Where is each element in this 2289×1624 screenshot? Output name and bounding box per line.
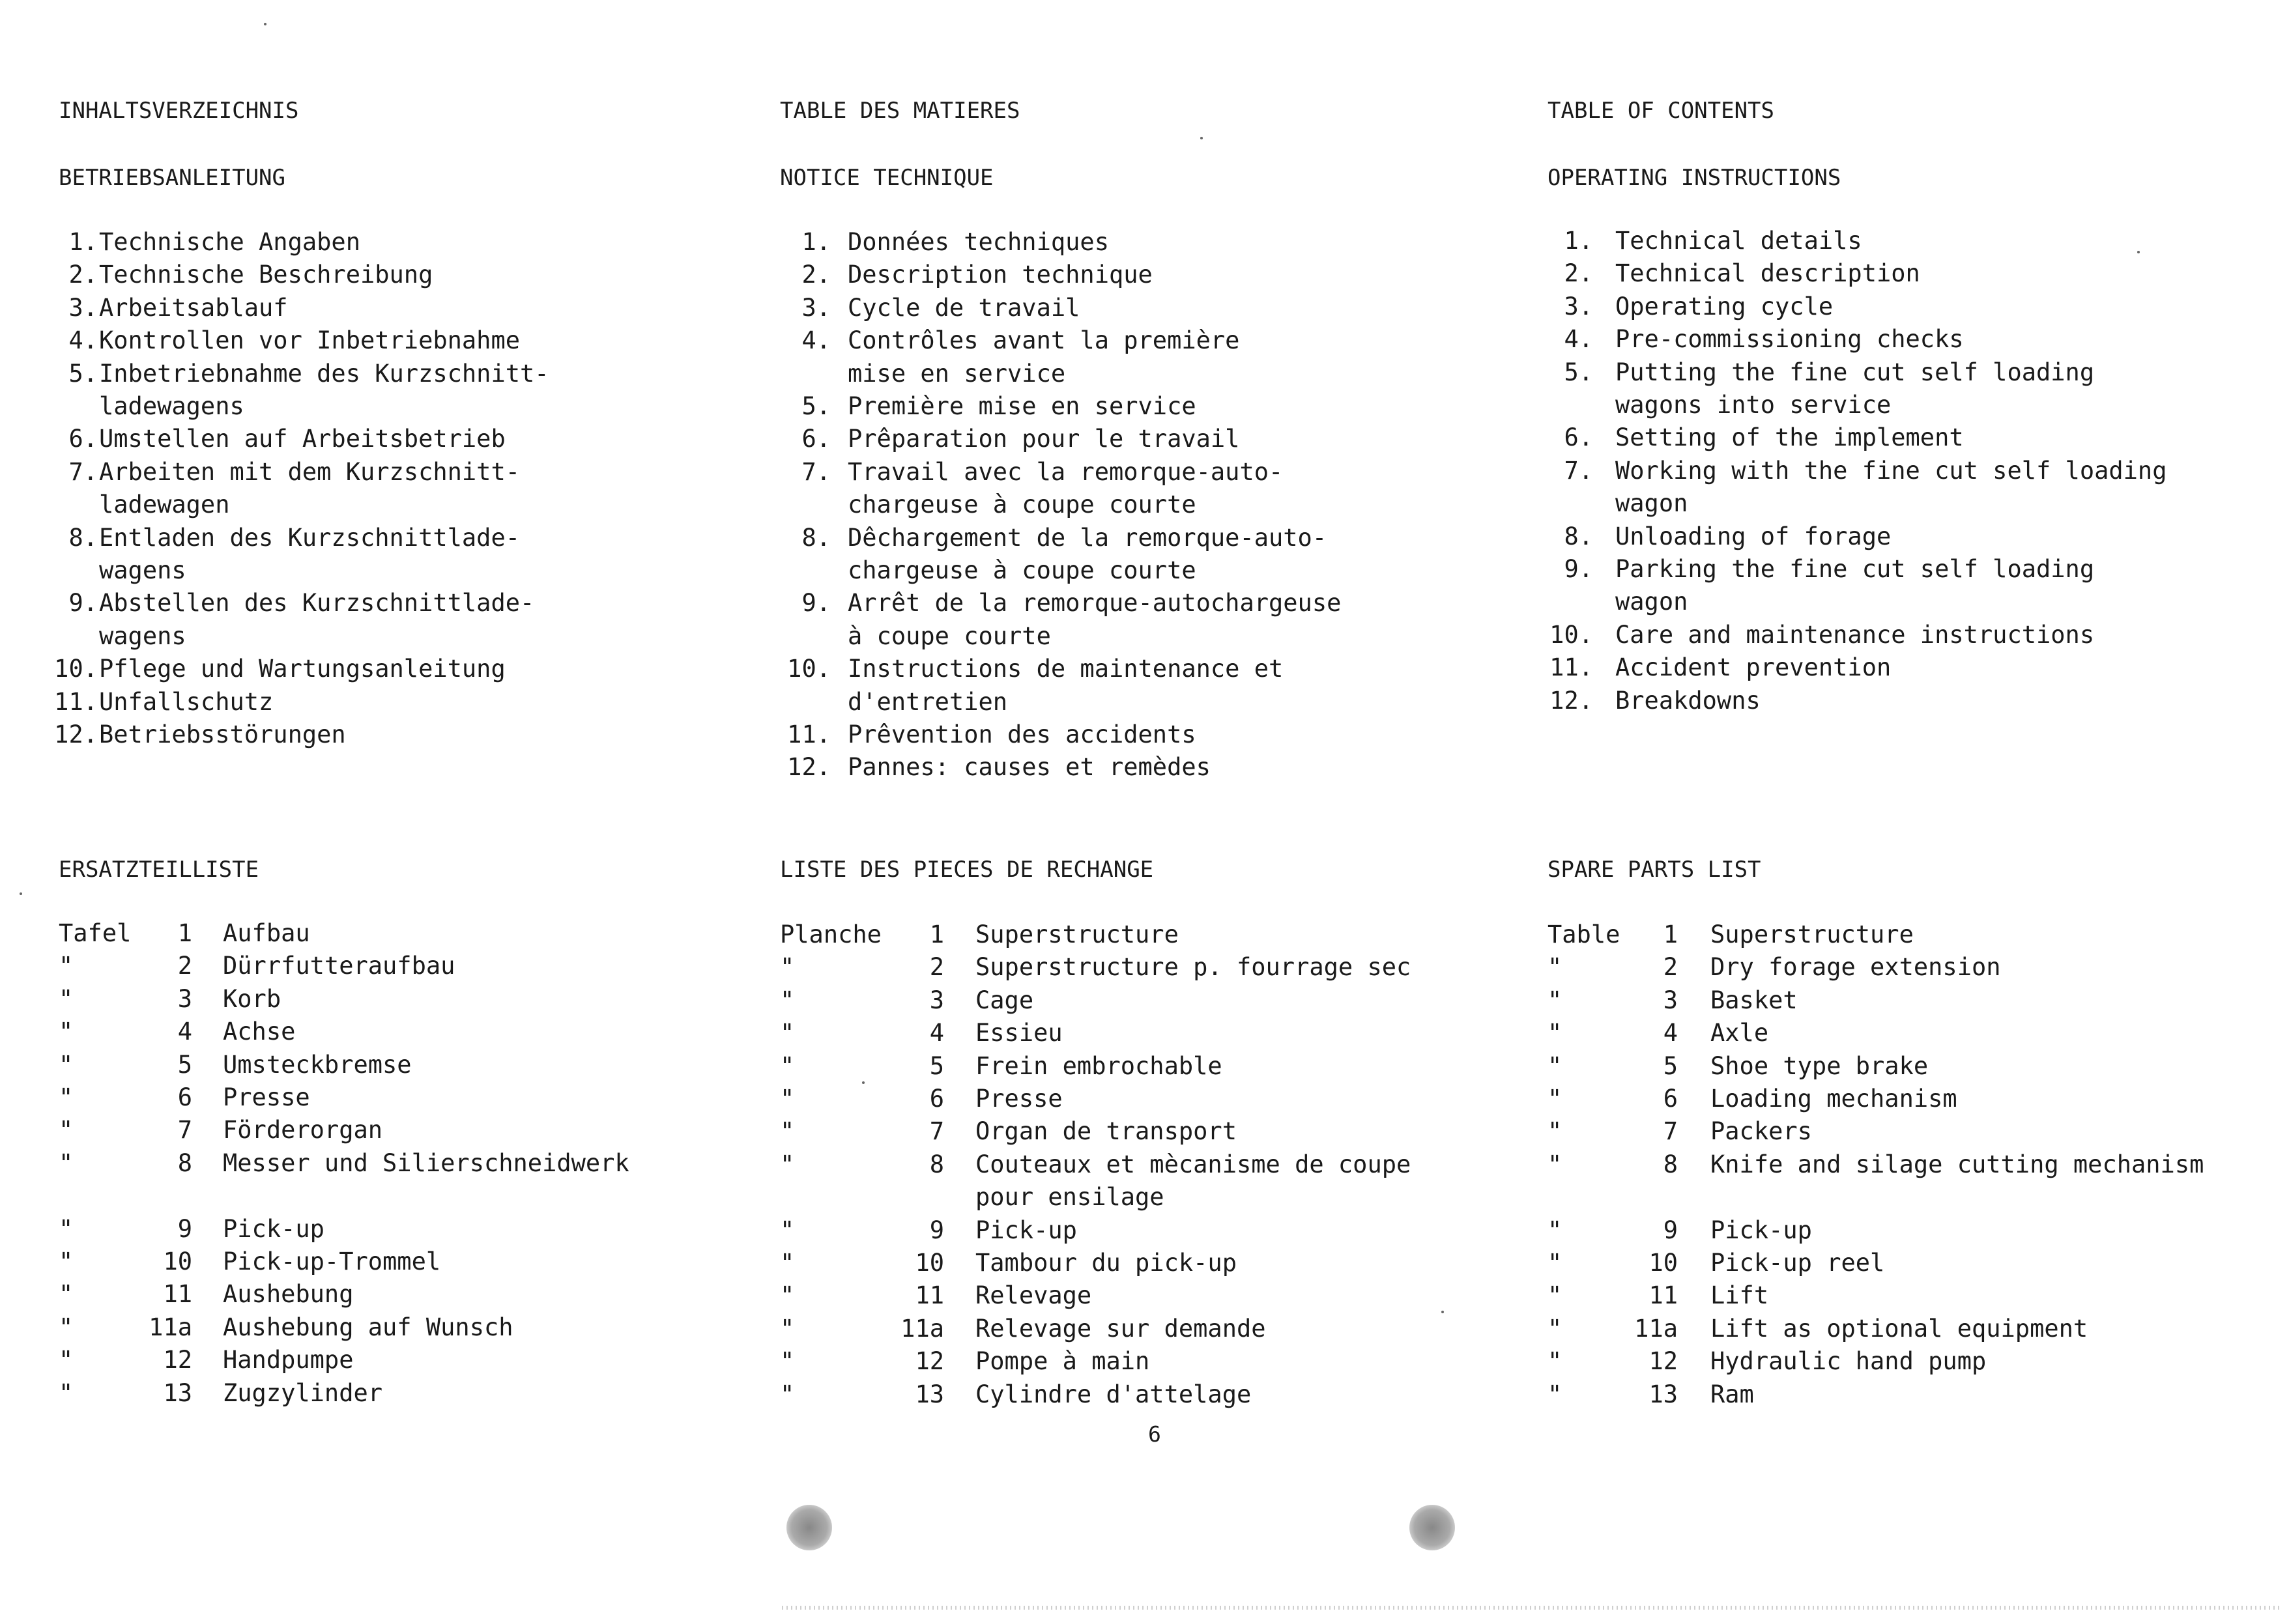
en-parts-label: " xyxy=(1548,953,1562,982)
fr-toc-entry: Instructions de maintenance et xyxy=(848,655,1284,683)
fr-parts-label: " xyxy=(780,1085,795,1113)
de-parts-number: 11a xyxy=(149,1313,192,1341)
scan-speck xyxy=(1441,1311,1444,1313)
en-parts-label: " xyxy=(1548,1051,1562,1080)
fr-parts-label: " xyxy=(780,1314,795,1343)
scan-speck xyxy=(862,1081,865,1084)
en-parts-number: 6 xyxy=(1663,1085,1678,1113)
en-toc-number: 1. xyxy=(1564,227,1593,255)
de-toc-entry: Entladen des Kurzschnittlade- xyxy=(99,523,521,552)
de-toc-entry: Arbeiten mit dem Kurzschnitt- xyxy=(99,457,521,486)
fr-parts-label: " xyxy=(780,1380,795,1408)
de-parts-number: 5 xyxy=(177,1050,192,1079)
fr-toc-entry: Arrêt de la remorque-autochargeuse xyxy=(848,589,1342,618)
de-parts-entry: Aushebung auf Wunsch xyxy=(223,1313,513,1341)
en-toc-entry: Unloading of forage xyxy=(1615,522,1892,550)
fr-toc-number: 10. xyxy=(787,655,831,683)
en-toc-entry: Putting the fine cut self loading xyxy=(1615,358,2095,386)
en-section-instructions: OPERATING INSTRUCTIONS xyxy=(1548,165,1841,191)
de-parts-label: " xyxy=(59,1116,74,1145)
fr-toc-entry: Première mise en service xyxy=(848,392,1196,420)
de-parts-number: 12 xyxy=(163,1346,192,1375)
de-toc-number: 6. xyxy=(68,425,98,453)
de-toc-number: 12. xyxy=(54,720,98,748)
en-parts-label: " xyxy=(1548,1150,1562,1178)
en-parts-number: 7 xyxy=(1663,1117,1678,1146)
fr-parts-label: " xyxy=(780,1281,795,1310)
de-parts-entry: Aufbau xyxy=(223,919,310,947)
en-parts-label: " xyxy=(1548,986,1562,1014)
en-toc-entry: wagon xyxy=(1615,588,1688,616)
de-toc-entry: Unfallschutz xyxy=(99,687,274,716)
en-toc-number: 10. xyxy=(1549,620,1593,649)
de-parts-label: " xyxy=(59,952,74,980)
fr-parts-number: 10 xyxy=(915,1249,944,1277)
en-parts-entry: Axle xyxy=(1710,1019,1769,1047)
de-toc-entry: wagens xyxy=(99,621,186,650)
fr-toc-number: 8. xyxy=(801,523,831,552)
en-parts-label: " xyxy=(1548,1216,1562,1244)
de-title: INHALTSVERZEICHNIS xyxy=(59,98,299,124)
fr-parts-number: 13 xyxy=(915,1380,944,1408)
en-parts-label: " xyxy=(1548,1347,1562,1376)
fr-title: TABLE DES MATIERES xyxy=(780,98,1020,124)
fr-toc-number: 4. xyxy=(801,326,831,355)
en-title: TABLE OF CONTENTS xyxy=(1548,98,1774,124)
fr-parts-entry: Frein embrochable xyxy=(975,1051,1222,1080)
fr-parts-number: 5 xyxy=(929,1051,944,1080)
fr-parts-entry: Cage xyxy=(975,986,1034,1014)
de-toc-number: 5. xyxy=(68,359,98,388)
de-parts-entry: Aushebung xyxy=(223,1280,354,1309)
en-toc-entry: wagon xyxy=(1615,489,1688,518)
en-parts-number: 12 xyxy=(1648,1347,1678,1376)
de-parts-entry: Pick-up xyxy=(223,1214,324,1243)
en-toc-number: 5. xyxy=(1564,358,1593,386)
scan-speck xyxy=(20,892,22,895)
fr-parts-number: 6 xyxy=(929,1085,944,1113)
fr-parts-number: 9 xyxy=(929,1216,944,1244)
en-parts-number: 5 xyxy=(1663,1051,1678,1080)
fr-parts-label: " xyxy=(780,1216,795,1244)
de-toc-entry: Umstellen auf Arbeitsbetrieb xyxy=(99,425,506,453)
fr-parts-number: 11 xyxy=(915,1281,944,1310)
scan-speck xyxy=(264,23,266,25)
fr-parts-entry: Essieu xyxy=(975,1019,1063,1047)
de-parts-entry: Presse xyxy=(223,1083,310,1111)
en-parts-number: 10 xyxy=(1648,1249,1678,1277)
fr-parts-number: 2 xyxy=(929,953,944,982)
fr-section-parts: LISTE DES PIECES DE RECHANGE xyxy=(780,857,1154,883)
fr-parts-number: 7 xyxy=(929,1117,944,1146)
de-parts-entry: Handpumpe xyxy=(223,1346,354,1375)
de-toc-entry: Pflege und Wartungsanleitung xyxy=(99,655,506,683)
fr-toc-entry: chargeuse à coupe courte xyxy=(848,491,1196,519)
fr-parts-entry: Pick-up xyxy=(975,1216,1077,1244)
fr-parts-entry: pour ensilage xyxy=(975,1183,1164,1212)
en-parts-entry: Ram xyxy=(1710,1380,1754,1408)
fr-toc-number: 2. xyxy=(801,261,831,289)
punch-hole-right xyxy=(1409,1505,1455,1550)
de-section-instructions: BETRIEBSANLEITUNG xyxy=(59,165,285,191)
en-toc-entry: Parking the fine cut self loading xyxy=(1615,555,2095,583)
fr-toc-number: 3. xyxy=(801,293,831,322)
fr-toc-number: 12. xyxy=(787,753,831,782)
de-parts-number: 2 xyxy=(177,952,192,980)
en-parts-label: " xyxy=(1548,1281,1562,1310)
de-parts-number: 8 xyxy=(177,1148,192,1177)
de-parts-label: " xyxy=(59,1247,74,1275)
de-parts-label: " xyxy=(59,1378,74,1407)
en-toc-number: 9. xyxy=(1564,555,1593,583)
en-toc-number: 11. xyxy=(1549,653,1593,682)
de-parts-number: 6 xyxy=(177,1083,192,1111)
de-toc-entry: Arbeitsablauf xyxy=(99,293,288,322)
en-toc-entry: Operating cycle xyxy=(1615,292,1834,321)
fr-toc-number: 5. xyxy=(801,392,831,420)
en-toc-entry: Breakdowns xyxy=(1615,686,1761,715)
de-parts-entry: Korb xyxy=(223,984,281,1013)
fr-toc-entry: Cycle de travail xyxy=(848,293,1080,322)
fr-toc-number: 1. xyxy=(801,228,831,256)
fr-toc-entry: Prêvention des accidents xyxy=(848,720,1196,748)
fr-parts-number: 3 xyxy=(929,986,944,1014)
de-toc-number: 3. xyxy=(68,293,98,322)
en-toc-entry: Technical description xyxy=(1615,259,1920,288)
de-parts-label: Tafel xyxy=(59,919,132,947)
de-parts-number: 4 xyxy=(177,1018,192,1046)
de-toc-entry: Technische Beschreibung xyxy=(99,261,433,289)
de-toc-entry: wagens xyxy=(99,556,186,584)
en-toc-entry: Technical details xyxy=(1615,227,1862,255)
fr-parts-entry: Superstructure p. fourrage sec xyxy=(975,953,1411,982)
fr-parts-entry: Relevage sur demande xyxy=(975,1314,1266,1343)
en-parts-entry: Knife and silage cutting mechanism xyxy=(1710,1150,2204,1178)
punch-hole-left xyxy=(786,1505,832,1550)
de-parts-label: " xyxy=(59,1313,74,1341)
de-toc-entry: ladewagens xyxy=(99,392,244,420)
fr-toc-entry: à coupe courte xyxy=(848,621,1051,650)
de-toc-number: 9. xyxy=(68,589,98,618)
de-toc-entry: Inbetriebnahme des Kurzschnitt- xyxy=(99,359,549,388)
en-parts-entry: Pick-up reel xyxy=(1710,1249,1885,1277)
en-parts-entry: Dry forage extension xyxy=(1710,953,2001,982)
de-toc-number: 10. xyxy=(54,655,98,683)
fr-toc-number: 11. xyxy=(787,720,831,748)
fr-parts-number: 4 xyxy=(929,1019,944,1047)
fr-parts-label: " xyxy=(780,1117,795,1146)
en-parts-entry: Packers xyxy=(1710,1117,1812,1146)
fr-parts-label: " xyxy=(780,986,795,1014)
en-parts-entry: Lift as optional equipment xyxy=(1710,1314,2088,1343)
de-parts-label: " xyxy=(59,1214,74,1243)
fr-parts-number: 8 xyxy=(929,1150,944,1178)
en-parts-number: 11 xyxy=(1648,1281,1678,1310)
fr-parts-entry: Presse xyxy=(975,1085,1063,1113)
de-parts-entry: Dürrfutteraufbau xyxy=(223,952,455,980)
en-toc-entry: Pre-commissioning checks xyxy=(1615,325,1964,354)
en-toc-entry: wagons into service xyxy=(1615,391,1892,419)
en-toc-entry: Accident prevention xyxy=(1615,653,1892,682)
de-toc-entry: Technische Angaben xyxy=(99,228,360,256)
en-parts-number: 4 xyxy=(1663,1019,1678,1047)
en-toc-entry: Working with the fine cut self loading xyxy=(1615,456,2167,485)
en-parts-number: 9 xyxy=(1663,1216,1678,1244)
fr-toc-entry: Travail avec la remorque-auto- xyxy=(848,457,1284,486)
scan-noise xyxy=(782,1606,2281,1610)
en-toc-number: 7. xyxy=(1564,456,1593,485)
en-parts-entry: Basket xyxy=(1710,986,1798,1014)
de-toc-number: 11. xyxy=(54,687,98,716)
de-parts-entry: Förderorgan xyxy=(223,1116,383,1145)
en-parts-number: 3 xyxy=(1663,986,1678,1014)
de-parts-entry: Achse xyxy=(223,1018,296,1046)
fr-toc-entry: chargeuse à coupe courte xyxy=(848,556,1196,584)
en-parts-number: 8 xyxy=(1663,1150,1678,1178)
fr-parts-entry: Relevage xyxy=(975,1281,1092,1310)
fr-toc-entry: Données techniques xyxy=(848,228,1109,256)
en-toc-number: 3. xyxy=(1564,292,1593,321)
fr-parts-label: " xyxy=(780,1150,795,1178)
en-parts-number: 1 xyxy=(1663,920,1678,948)
en-toc-number: 2. xyxy=(1564,259,1593,288)
fr-parts-entry: Superstructure xyxy=(975,920,1179,948)
de-toc-number: 4. xyxy=(68,326,98,355)
en-parts-entry: Shoe type brake xyxy=(1710,1051,1929,1080)
fr-parts-label: " xyxy=(780,1249,795,1277)
fr-toc-number: 6. xyxy=(801,425,831,453)
fr-toc-entry: Dêchargement de la remorque-auto- xyxy=(848,523,1327,552)
fr-toc-number: 9. xyxy=(801,589,831,618)
fr-parts-entry: Organ de transport xyxy=(975,1117,1237,1146)
scan-speck xyxy=(2137,251,2140,253)
fr-parts-number: 11a xyxy=(900,1314,944,1343)
fr-parts-number: 1 xyxy=(929,920,944,948)
de-parts-label: " xyxy=(59,1346,74,1375)
de-parts-number: 10 xyxy=(163,1247,192,1275)
en-parts-label: " xyxy=(1548,1085,1562,1113)
fr-parts-label: " xyxy=(780,1051,795,1080)
fr-toc-entry: d'entretien xyxy=(848,687,1008,716)
de-toc-number: 7. xyxy=(68,457,98,486)
de-parts-label: " xyxy=(59,1083,74,1111)
en-parts-entry: Hydraulic hand pump xyxy=(1710,1347,1987,1376)
fr-parts-label: " xyxy=(780,953,795,982)
de-parts-number: 7 xyxy=(177,1116,192,1145)
fr-toc-number: 7. xyxy=(801,457,831,486)
en-section-parts: SPARE PARTS LIST xyxy=(1548,857,1761,883)
de-parts-entry: Pick-up-Trommel xyxy=(223,1247,441,1275)
en-toc-number: 4. xyxy=(1564,325,1593,354)
de-parts-label: " xyxy=(59,1148,74,1177)
en-parts-label: " xyxy=(1548,1380,1562,1408)
fr-toc-entry: Prêparation pour le travail xyxy=(848,425,1240,453)
en-parts-label: Table xyxy=(1548,920,1620,948)
en-parts-entry: Lift xyxy=(1710,1281,1769,1310)
de-toc-entry: ladewagen xyxy=(99,491,230,519)
en-parts-label: " xyxy=(1548,1019,1562,1047)
fr-parts-label: " xyxy=(780,1019,795,1047)
en-toc-entry: Setting of the implement xyxy=(1615,423,1964,452)
fr-parts-label: " xyxy=(780,1347,795,1376)
fr-parts-label: Planche xyxy=(780,920,882,948)
de-toc-entry: Betriebsstörungen xyxy=(99,720,346,748)
fr-parts-entry: Pompe à main xyxy=(975,1347,1150,1376)
page-number: 6 xyxy=(1148,1421,1161,1447)
de-parts-label: " xyxy=(59,1050,74,1079)
de-parts-entry: Umsteckbremse xyxy=(223,1050,412,1079)
de-toc-entry: Kontrollen vor Inbetriebnahme xyxy=(99,326,521,355)
en-parts-number: 13 xyxy=(1648,1380,1678,1408)
en-parts-number: 2 xyxy=(1663,953,1678,982)
de-parts-number: 1 xyxy=(177,919,192,947)
en-toc-entry: Care and maintenance instructions xyxy=(1615,620,2095,649)
en-toc-number: 6. xyxy=(1564,423,1593,452)
de-parts-entry: Zugzylinder xyxy=(223,1378,383,1407)
fr-toc-entry: Description technique xyxy=(848,261,1153,289)
fr-parts-number: 12 xyxy=(915,1347,944,1376)
fr-toc-entry: mise en service xyxy=(848,359,1066,388)
en-parts-label: " xyxy=(1548,1314,1562,1343)
de-section-parts: ERSATZTEILLISTE xyxy=(59,857,259,883)
en-parts-label: " xyxy=(1548,1249,1562,1277)
de-toc-number: 2. xyxy=(68,261,98,289)
de-parts-number: 9 xyxy=(177,1214,192,1243)
fr-toc-entry: Pannes: causes et remèdes xyxy=(848,753,1211,782)
en-parts-entry: Superstructure xyxy=(1710,920,1914,948)
de-parts-label: " xyxy=(59,1018,74,1046)
scan-speck xyxy=(1200,137,1203,139)
en-parts-entry: Loading mechanism xyxy=(1710,1085,1957,1113)
de-parts-label: " xyxy=(59,984,74,1013)
de-parts-number: 3 xyxy=(177,984,192,1013)
en-toc-number: 12. xyxy=(1549,686,1593,715)
de-parts-label: " xyxy=(59,1280,74,1309)
de-toc-entry: Abstellen des Kurzschnittlade- xyxy=(99,589,535,618)
fr-parts-entry: Couteaux et mècanisme de coupe xyxy=(975,1150,1411,1178)
fr-parts-entry: Cylindre d'attelage xyxy=(975,1380,1252,1408)
fr-toc-entry: Contrôles avant la première xyxy=(848,326,1240,355)
de-parts-number: 11 xyxy=(163,1280,192,1309)
en-toc-number: 8. xyxy=(1564,522,1593,550)
de-parts-entry: Messer und Silierschneidwerk xyxy=(223,1148,629,1177)
en-parts-label: " xyxy=(1548,1117,1562,1146)
fr-parts-entry: Tambour du pick-up xyxy=(975,1249,1237,1277)
de-parts-number: 13 xyxy=(163,1378,192,1407)
fr-section-instructions: NOTICE TECHNIQUE xyxy=(780,165,994,191)
de-toc-number: 1. xyxy=(68,228,98,256)
de-toc-number: 8. xyxy=(68,523,98,552)
en-parts-entry: Pick-up xyxy=(1710,1216,1812,1244)
en-parts-number: 11a xyxy=(1634,1314,1678,1343)
